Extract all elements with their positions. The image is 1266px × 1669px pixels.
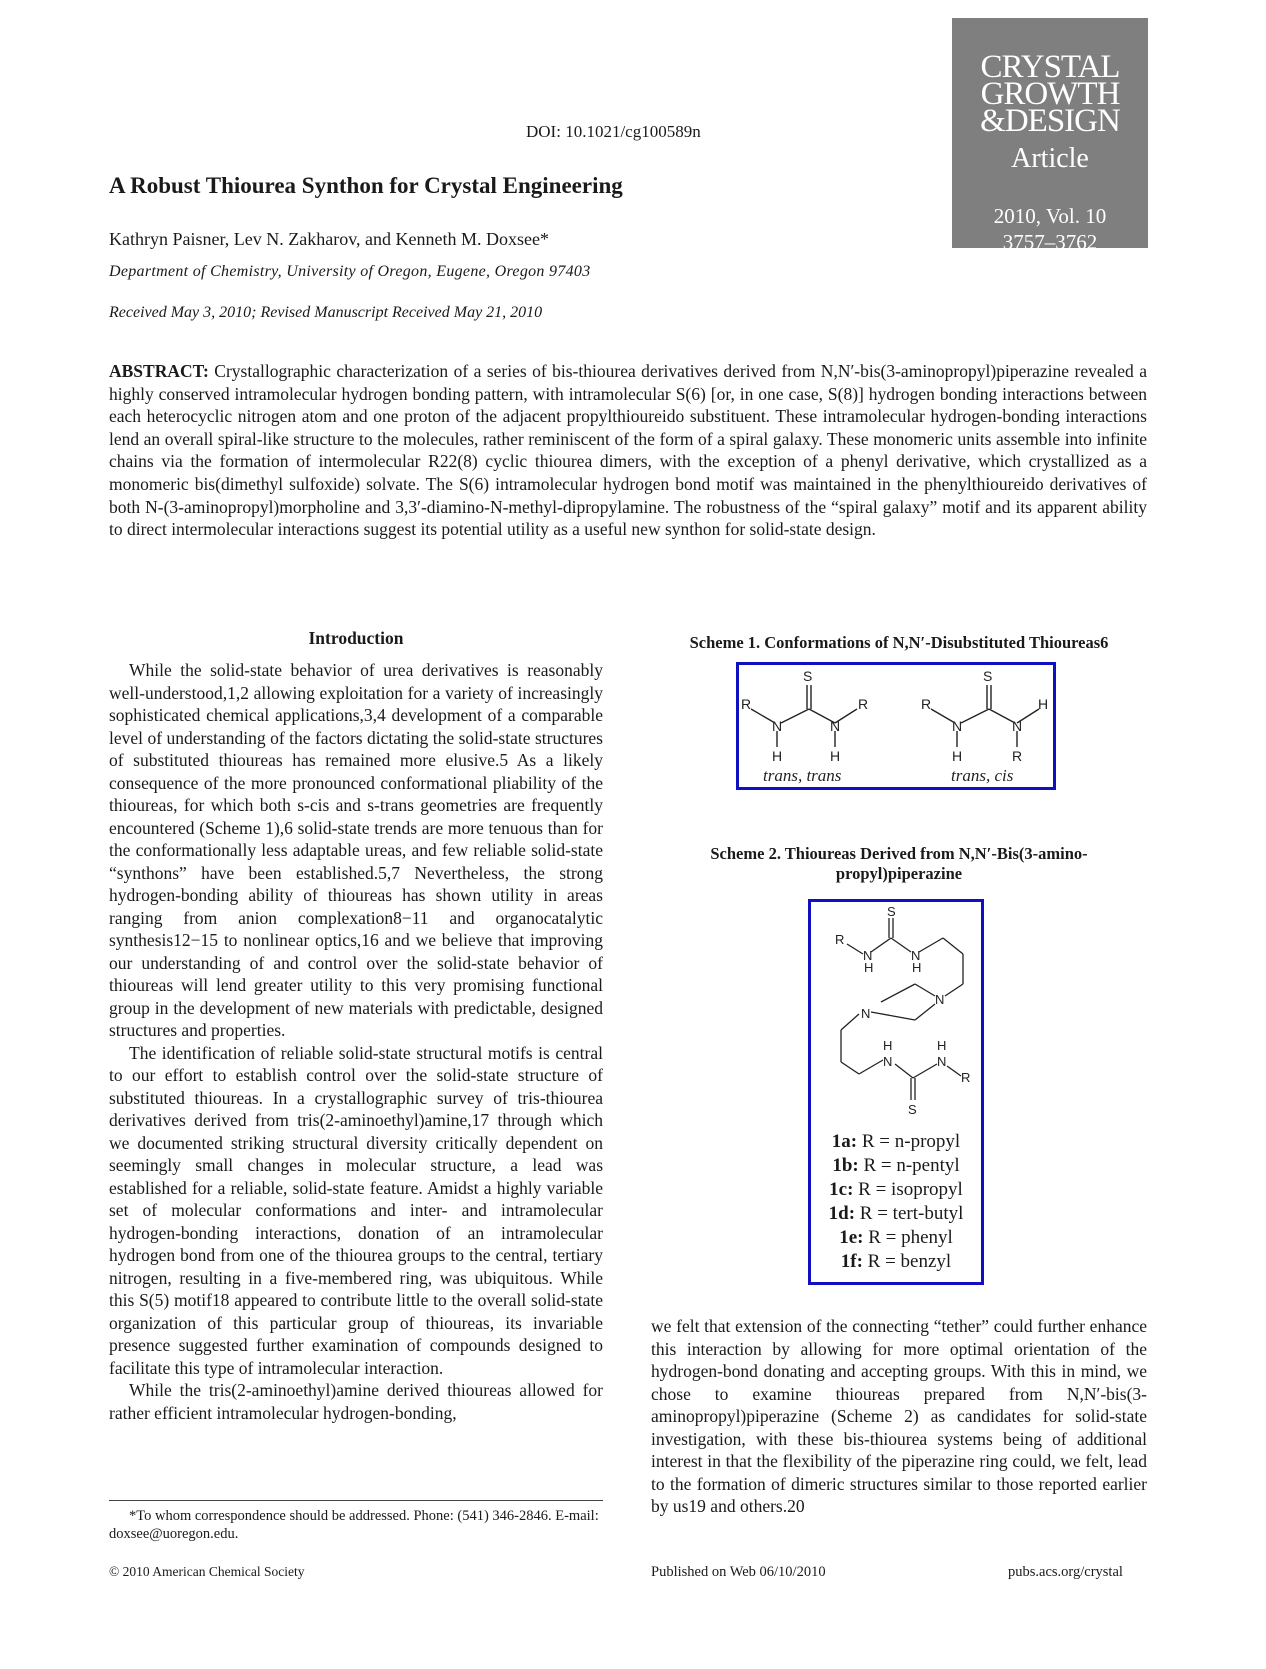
compound-entry: 1f: R = benzyl — [840, 1251, 952, 1272]
footnote-divider — [109, 1500, 603, 1501]
svg-text:H: H — [864, 960, 874, 975]
received-dates: Received May 3, 2010; Revised Manuscript Received May 21, 2010 — [109, 304, 543, 321]
svg-text:N: N — [911, 948, 921, 963]
abstract — [109, 360, 1147, 541]
affiliation: Department of Chemistry, University of Oregon, Eugene, Oregon 97403 — [109, 263, 591, 280]
published-date: Published on Web 06/10/2010 — [651, 1564, 826, 1580]
svg-text:S: S — [908, 1102, 917, 1117]
journal-name — [952, 49, 1148, 139]
svg-text:H: H — [772, 748, 783, 764]
svg-text:R: R — [741, 696, 752, 712]
copyright: © 2010 American Chemical Society — [109, 1564, 305, 1579]
abstract-label: ABSTRACT: — [109, 361, 209, 381]
svg-text:R: R — [1012, 748, 1023, 764]
scheme1-caption: Scheme 1. Conformations of N,N′-Disubstituted Thioureas6 — [689, 633, 1109, 652]
journal-pages: 3757–3762 — [1002, 230, 1098, 254]
svg-text:N: N — [861, 1006, 871, 1021]
intro-paragraph: While the solid-state behavior of urea derivatives is reasonably well-understood,1,2 allowing exploitation for a variety of increasingly sophisticated chemical applications,3,4 development of a comparable level of understanding of the factors dictating the solid-state structures of substituted thioureas has remained more elusive.5 As a likely consequence of the more pronounced conformational pliability of the thioureas, for which both s-cis and s-trans geometries are frequently encountered (Scheme 1),6 solid-state trends are more tenuous than for the conformationally less adaptable ureas, and few reliable solid-state “synthons” have been established.5,7 Nevertheless, the strong hydrogen-bonding ability of thioureas has shown utility in areas ranging from anion complexation8−11 and organocatalytic synthesis12−15 to nonlinear optics,16 and we believe that improving our understanding of and control over the solid-state behavior of thioureas will lend greater utility to this very promising functional group in the development of new materials with predictable, designed structures and properties. — [109, 660, 603, 1040]
intro-paragraph: While the tris(2-aminoethyl)amine derived thioureas allowed for rather efficient intramolecular hydrogen-bonding, — [109, 1380, 603, 1423]
doi[interactable]: DOI: 10.1021/cg100589n — [526, 122, 701, 141]
scheme1-label-trans-cis: trans, cis — [951, 766, 1014, 785]
section-heading-introduction: Introduction — [308, 628, 404, 648]
compound-list — [811, 1130, 981, 1274]
svg-text:H: H — [912, 960, 922, 975]
compound-entry: 1a: R = n-propyl — [831, 1131, 961, 1152]
correspondence-footnote: *To whom correspondence should be addressed. Phone: (541) 346-2846. E-mail: doxsee@uoregon.edu. — [109, 1508, 599, 1542]
journal-volume: 2010, Vol. 10 — [993, 204, 1107, 228]
sulfur-atom: S — [803, 668, 813, 684]
svg-text:H: H — [1038, 696, 1049, 712]
svg-text:R: R — [921, 696, 932, 712]
scheme2-figure — [808, 899, 984, 1285]
abstract-text: Crystallographic characterization of a series of bis-thiourea derivatives derived from N,N′-bis(3-aminopropyl)piperazine revealed a highly conserved intramolecular hydrogen bonding pattern, with intramolecular S(6) [or, in one case, S(8)] hydrogen bonding interactions between each heterocyclic nitrogen atom and one proton of the adjacent propylthioureido substituent. These intramolecular hydrogen-bonding interactions lend an overall spiral-like structure to the molecules, rather reminiscent of the form of a spiral galaxy. These monomeric units assemble into infinite chains via the formation of intermolecular R22(8) cyclic thiourea dimers, with the exception of a phenyl derivative, which crystallized as a monomeric bis(dimethyl sulfoxide) solvate. The S(6) intramolecular hydrogen bond motif was maintained in the phenylthioureido derivatives of both N-(3-aminopropyl)morpholine and 3,3′-diamino-N-methyl-dipropylamine. The robustness of the “spiral galaxy” motif and its apparent ability to direct intermolecular interactions suggest its potential utility as a useful new synthon for solid-state design. — [109, 361, 1147, 540]
svg-text:N: N — [772, 718, 783, 734]
scheme1-structures — [739, 665, 1053, 787]
svg-text:R: R — [858, 696, 869, 712]
journal-name-line3: &DESIGN — [980, 103, 1120, 139]
svg-text:H: H — [952, 748, 963, 764]
journal-name-line1: CRYSTAL — [980, 49, 1120, 85]
intro-continuation-paragraph: we felt that extension of the connecting “tether” could further enhance this interaction by allowing for more optimal orientation of the hydrogen-bond donating and accepting groups. With this in mind, we chose to examine thioureas prepared from N,N′-bis(3-aminopropyl)piperazine (Scheme 2) as candidates for solid-state investigation, with these bis-thiourea systems being of additional interest in that the flexibility of the piperazine ring could, we felt, lead to the formation of dimeric structures similar to those reported earlier by us19 and others.20 — [651, 1316, 1147, 1516]
svg-text:H: H — [883, 1038, 893, 1053]
scheme2-structure — [811, 902, 981, 1132]
svg-text:H: H — [830, 748, 841, 764]
svg-text:N: N — [830, 718, 841, 734]
svg-text:N: N — [863, 948, 873, 963]
right-column — [651, 1315, 1147, 1518]
svg-text:R: R — [835, 932, 845, 947]
authors: Kathryn Paisner, Lev N. Zakharov, and Kenneth M. Doxsee* — [109, 229, 549, 249]
svg-text:N: N — [937, 1054, 947, 1069]
scheme1-label-trans-trans: trans, trans — [763, 766, 842, 785]
compound-entry: 1c: R = isopropyl — [829, 1179, 963, 1200]
svg-text:S: S — [983, 668, 993, 684]
compound-entry: 1d: R = tert-butyl — [828, 1203, 964, 1224]
svg-text:N: N — [952, 718, 963, 734]
journal-badge — [952, 18, 1148, 254]
compound-entry: 1b: R = n-pentyl — [832, 1155, 960, 1176]
journal-url[interactable]: pubs.acs.org/crystal — [1008, 1564, 1123, 1580]
svg-text:S: S — [887, 904, 896, 919]
journal-name-line2: GROWTH — [980, 76, 1120, 112]
svg-text:N: N — [1012, 718, 1023, 734]
intro-paragraph: The identification of reliable solid-state structural motifs is central to our effort to establish control over the solid-state structure of substituted thioureas. In a crystallographic survey of tris-thiourea derivatives derived from tris(2-aminoethyl)amine,17 through which we documented striking structural diversity critically dependent on seemingly small changes in molecular structure, a lead was established for a reliable, solid-state feature. Amidst a highly variable set of molecular conformations and inter- and intramolecular hydrogen-bonding interactions, donation of an intramolecular hydrogen bond from one of the thiourea groups to the central, tertiary nitrogen, resulting in a five-membered ring, was ubiquitous. While this S(5) motif18 appeared to contribute little to the overall solid-state organization of this particular group of thioureas, its invariable presence suggested further examination of compounds designed to facilitate this type of intramolecular interaction. — [109, 1042, 603, 1378]
article-type: Article — [1011, 143, 1089, 174]
svg-text:H: H — [937, 1038, 947, 1053]
scheme1-figure — [736, 662, 1056, 790]
svg-text:N: N — [883, 1054, 893, 1069]
left-column — [109, 659, 603, 1424]
svg-text:N: N — [935, 992, 945, 1007]
scheme2-caption: Scheme 2. Thioureas Derived from N,N′-Bis(3-amino-propyl)piperazine — [710, 844, 1088, 883]
paper-title: A Robust Thiourea Synthon for Crystal Engineering — [109, 173, 623, 198]
svg-text:R: R — [961, 1070, 971, 1085]
compound-entry: 1e: R = phenyl — [839, 1227, 953, 1248]
